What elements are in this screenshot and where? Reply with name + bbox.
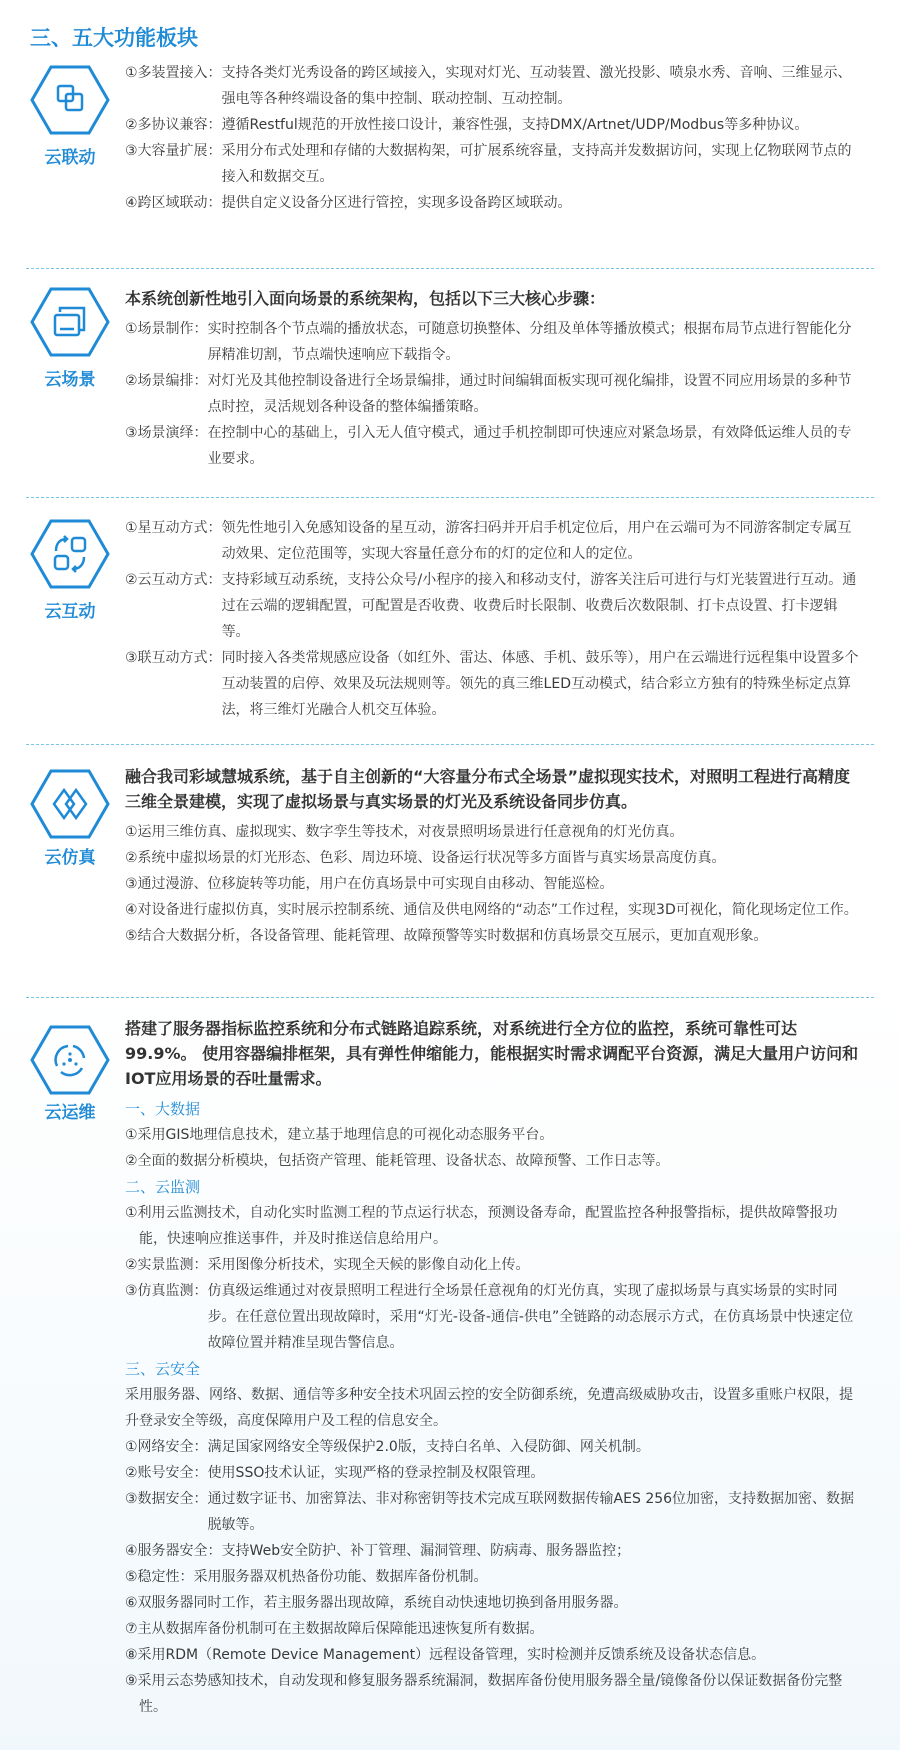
list-item: ④服务器安全： 支持Web安全防护、补丁管理、漏洞管理、防病毒、服务器监控； xyxy=(125,1543,631,1559)
page-title: 三、五大功能板块 xyxy=(30,26,198,50)
section-divider xyxy=(26,997,874,998)
list-item: ⑧采用RDM（Remote Device Management）远程设备管理，实时检测并反馈系统及设备状态信息。 xyxy=(125,1647,766,1663)
list-item: ②多协议兼容： 遵循Restful规范的开放性接口设计，兼容性强，支持DMX/Artnet/UDP/Modbus等多种协议。 xyxy=(125,117,809,133)
list-item: ①运用三维仿真、虚拟现实、数字孪生等技术，对夜景照明场景进行任意视角的灯光仿真。 xyxy=(125,824,684,840)
list-item: ③场景演绎： 在控制中心的基础上，引入无人值守模式，通过手机控制即可快速应对紧急场景，有效降低运维人员的专业要求。 xyxy=(125,425,852,467)
section-label-linkage: 云联动 xyxy=(44,148,96,168)
list-item: ①利用云监测技术，自动化实时监测工程的节点运行状态，预测设备寿命，配置监控各种报警指标，提供故障警报功能，快速响应推送事件，并及时推送信息给用户。 xyxy=(125,1205,838,1247)
list-item: ②系统中虚拟场景的灯光形态、色彩、周边环境、设备运行状况等多方面皆与真实场景高度仿真。 xyxy=(125,850,726,866)
sub-heading-security: 三、云安全 xyxy=(125,1360,201,1378)
security-intro: 采用服务器、网络、数据、通信等多种安全技术巩固云控的安全防御系统，免遭高级威胁攻击，设置多重账户权限，提升登录安全等级，高度保障用户及工程的信息安全。 xyxy=(125,1387,853,1429)
list-item: ②实景监测： 采用图像分析技术，实现全天候的影像自动化上传。 xyxy=(125,1257,530,1273)
list-item: ③数据安全： 通过数字证书、加密算法、非对称密钥等技术完成互联网数据传输AES 256位加密，支持数据加密、数据脱敏等。 xyxy=(125,1491,855,1533)
interaction-content xyxy=(125,515,865,723)
list-item: ⑤稳定性： 采用服务器双机热备份功能、数据库备份机制。 xyxy=(125,1569,488,1585)
operations-content xyxy=(125,1016,865,1720)
list-item: ①网络安全： 满足国家网络安全等级保护2.0版，支持白名单、入侵防御、网关机制。 xyxy=(125,1439,650,1455)
section-divider xyxy=(26,268,874,269)
list-item: ⑨采用云态势感知技术，自动发现和修复服务器系统漏洞，数据库备份使用服务器全量/镜像备份以保证数据备份完整性。 xyxy=(125,1673,843,1715)
list-item: ⑥双服务器同时工作，若主服务器出现故障，系统自动快速地切换到备用服务器。 xyxy=(125,1595,628,1611)
section-label-interaction: 云互动 xyxy=(44,602,96,622)
list-item: ①多装置接入： 支持各类灯光秀设备的跨区域接入，实现对灯光、互动装置、激光投影、喷泉水秀、音响、三维显示、强电等各种终端设备的集中控制、联动控制、互动控制。 xyxy=(125,65,852,107)
linkage-content xyxy=(125,60,865,216)
list-item: ②场景编排： 对灯光及其他控制设备进行全场景编排，通过时间编辑面板实现可视化编排，设置不同应用场景的多种节点时控，灵活规划各种设备的整体编播策略。 xyxy=(125,373,852,415)
interaction-icon xyxy=(30,518,110,590)
scene-content xyxy=(125,286,865,472)
layers-square-icon xyxy=(30,64,110,136)
monitor-network-icon xyxy=(30,1024,110,1096)
list-item: ④对设备进行虚拟仿真，实时展示控制系统、通信及供电网络的“动态”工作过程，实现3D可视化，简化现场定位工作。 xyxy=(125,902,858,918)
sub-heading-big-data: 一、大数据 xyxy=(125,1100,201,1118)
sub-heading-monitoring: 二、云监测 xyxy=(125,1178,201,1196)
diamond-icon xyxy=(30,768,110,840)
list-item: ①采用GIS地理信息技术，建立基于地理信息的可视化动态服务平台。 xyxy=(125,1127,554,1143)
list-item: ⑤结合大数据分析，各设备管理、能耗管理、故障预警等实时数据和仿真场景交互展示，更加直观形象。 xyxy=(125,928,768,944)
list-item: ④跨区域联动： 提供自定义设备分区进行管控，实现多设备跨区域联动。 xyxy=(125,195,572,211)
list-item: ③联互动方式： 同时接入各类常规感应设备（如红外、雷达、体感、手机、鼓乐等），用户在云端进行远程集中设置多个互动装置的启停、效果及玩法规则等。领先的真三维LED互动模式，结合彩立方独有的特殊坐标定点算法，将三维灯光融合人机交互体验。 xyxy=(125,650,859,718)
screen-window-icon xyxy=(30,286,110,358)
section-label-operations: 云运维 xyxy=(44,1103,96,1123)
list-item: ③大容量扩展： 采用分布式处理和存储的大数据构架，可扩展系统容量，支持高并发数据访问，实现上亿物联网节点的接入和数据交互。 xyxy=(125,143,852,185)
list-item: ②云互动方式： 支持彩域互动系统，支持公众号/小程序的接入和移动支付，游客关注后可进行与灯光装置进行互动。通过在云端的逻辑配置，可配置是否收费、收费后时长限制、收费后次数限制、打卡点设置、打卡逻辑等。 xyxy=(125,572,857,640)
list-item: ②全面的数据分析模块，包括资产管理、能耗管理、设备状态、故障预警、工作日志等。 xyxy=(125,1153,670,1169)
section-label-simulation: 云仿真 xyxy=(44,848,96,868)
operations-intro: 搭建了服务器指标监控系统和分布式链路追踪系统，对系统进行全方位的监控，系统可靠性可达99.9%。 使用容器编排框架，具有弹性伸缩能力，能根据实时需求调配平台资源，满足大量用户访问和IOT应用场景的吞吐量需求。 xyxy=(125,1019,859,1088)
section-divider xyxy=(26,497,874,498)
simulation-content xyxy=(125,764,865,949)
list-item: ①场景制作： 实时控制各个节点端的播放状态，可随意切换整体、分组及单体等播放模式；根据布局节点进行智能化分屏精准切割，节点端快速响应下载指令。 xyxy=(125,321,852,363)
list-item: ⑦主从数据库备份机制可在主数据故障后保障能迅速恢复所有数据。 xyxy=(125,1621,544,1637)
list-item: ①星互动方式： 领先性地引入免感知设备的星互动，游客扫码并开启手机定位后，用户在云端可为不同游客制定专属互动效果、定位范围等，实现大容量任意分布的灯的定位和人的定位。 xyxy=(125,520,852,562)
list-item: ③通过漫游、位移旋转等功能，用户在仿真场景中可实现自由移动、智能巡检。 xyxy=(125,876,614,892)
scene-intro: 本系统创新性地引入面向场景的系统架构，包括以下三大核心步骤： xyxy=(125,289,606,308)
section-divider xyxy=(26,744,874,745)
list-item: ②账号安全： 使用SSO技术认证，实现严格的登录控制及权限管理。 xyxy=(125,1465,545,1481)
list-item: ③仿真监测： 仿真级运维通过对夜景照明工程进行全场景任意视角的灯光仿真，实现了虚拟场景与真实场景的实时同步。在任意位置出现故障时，采用“灯光-设备-通信-供电”全链路的动态展示方式，在仿真场景中快速定位故障位置并精准呈现告警信息。 xyxy=(125,1283,854,1351)
simulation-intro: 融合我司彩域慧城系统，基于自主创新的“大容量分布式全场景”虚拟现实技术，对照明工程进行高精度三维全景建模，实现了虚拟场景与真实场景的灯光及系统设备同步仿真。 xyxy=(125,767,851,811)
section-label-scene: 云场景 xyxy=(44,370,96,390)
